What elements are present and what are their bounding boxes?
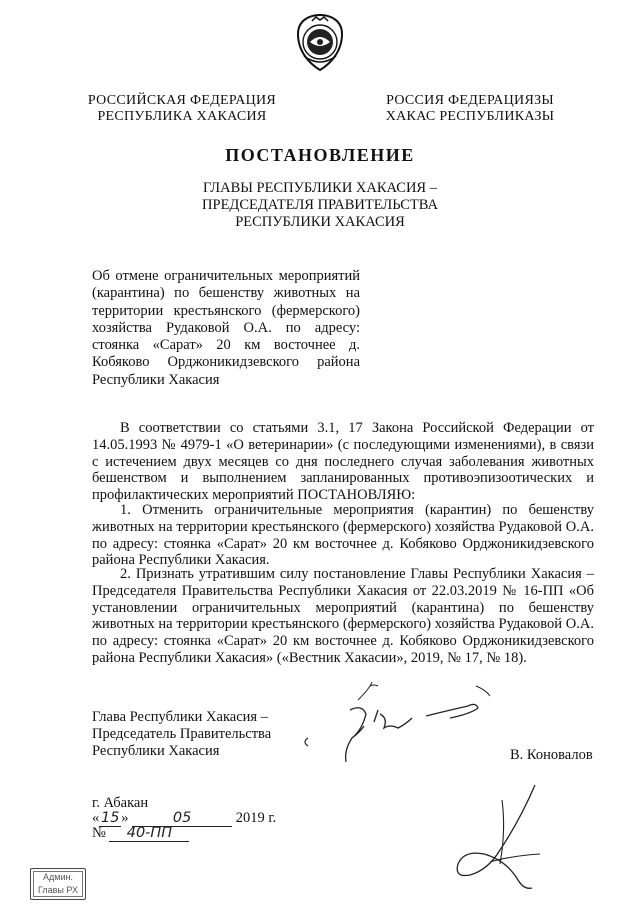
handwritten-signature (300, 680, 500, 780)
registry-stamp (30, 868, 86, 900)
body-item-1: 1. Отменить ограничительные мероприятия (карантин) по бешенству животных на территории крестьянского (фермерского) хозяйства Рудаковой О.А. по адресу: стоянка «Сарат» 20 км восточнее д. Кобяково Орджоникидзевского района Республики Хакасия. (92, 502, 594, 569)
date-open-quote: « (92, 810, 100, 826)
stamp-line: Главы РХ (38, 885, 78, 895)
number-prefix: № (92, 825, 106, 841)
document-subject: Об отмене ограничительных мероприятий (карантина) по бешенству животных на территории крестьянского (фермерского) хозяйства Рудаковой О.А. по адресу: стоянка «Сарат» 20 км восточнее д. Кобяково Орджоникидзевского района Республики Хакасия (92, 268, 360, 388)
header-left (82, 93, 282, 125)
header-right-line: РОССИЯ ФЕДЕРАЦИЯЗЫ (386, 93, 554, 108)
header-left-line: РОССИЙСКАЯ ФЕДЕРАЦИЯ (87, 93, 277, 108)
handwritten-flourish (440, 780, 550, 900)
header-right (370, 93, 570, 125)
date-month: 05 (132, 810, 232, 827)
body-item-2: 2. Признать утратившим силу постановление Главы Республики Хакасия – Председателя Правительства Республики Хакасия от 22.03.2019 № 16-ПП «Об установлении ограничительных мероприятий (карантина) по бешенству животных на территории крестьянского (фермерского) хозяйства Рудаковой О.А. по адресу: стоянка «Сарат» 20 км восточнее д. Кобяково Орджоникидзевского района Республики Хакасия» («Вестник Хакасии», 2019, № 17, № 18). (92, 566, 594, 666)
signatory-position-line: Республики Хакасия (92, 742, 220, 759)
document-number: 40-ПП (109, 825, 189, 842)
signatory-position (92, 709, 292, 759)
coat-of-arms-emblem (292, 12, 348, 74)
date-close-quote: » (121, 810, 129, 826)
header-left-line: РЕСПУБЛИКА ХАКАСИЯ (97, 109, 267, 124)
stamp-line: Админ. (43, 872, 73, 882)
header-right-line: ХАКАС РЕСПУБЛИКАЗЫ (385, 109, 555, 124)
signatory-name: В. Коновалов (510, 747, 593, 763)
document-subtitle (150, 180, 490, 231)
signatory-position-line: Глава Республики Хакасия – (92, 709, 268, 725)
subtitle-line: РЕСПУБЛИКИ ХАКАСИЯ (235, 214, 405, 230)
number-line (92, 825, 189, 842)
place-of-issue: г. Абакан (92, 795, 149, 811)
date-year: 2019 г. (235, 810, 277, 826)
subtitle-line: ПРЕДСЕДАТЕЛЯ ПРАВИТЕЛЬСТВА (202, 197, 438, 213)
body-intro: В соответствии со статьями 3.1, 17 Закона Российской Федерации от 14.05.1993 № 4979-1 «О ветеринарии» (с последующими изменениями), в связи с истечением двух месяцев со дня последнего случая заболевания животных бешенством и выполнением запланированных противоэпизоотических и профилактических мероприятий ПОСТАНОВЛЯЮ: (92, 420, 594, 504)
subtitle-line: ГЛАВЫ РЕСПУБЛИКИ ХАКАСИЯ – (203, 180, 437, 196)
date-day: 15 (101, 810, 120, 826)
signatory-position-line: Председатель Правительства (92, 725, 272, 742)
document-title: ПОСТАНОВЛЕНИЕ (225, 145, 415, 165)
